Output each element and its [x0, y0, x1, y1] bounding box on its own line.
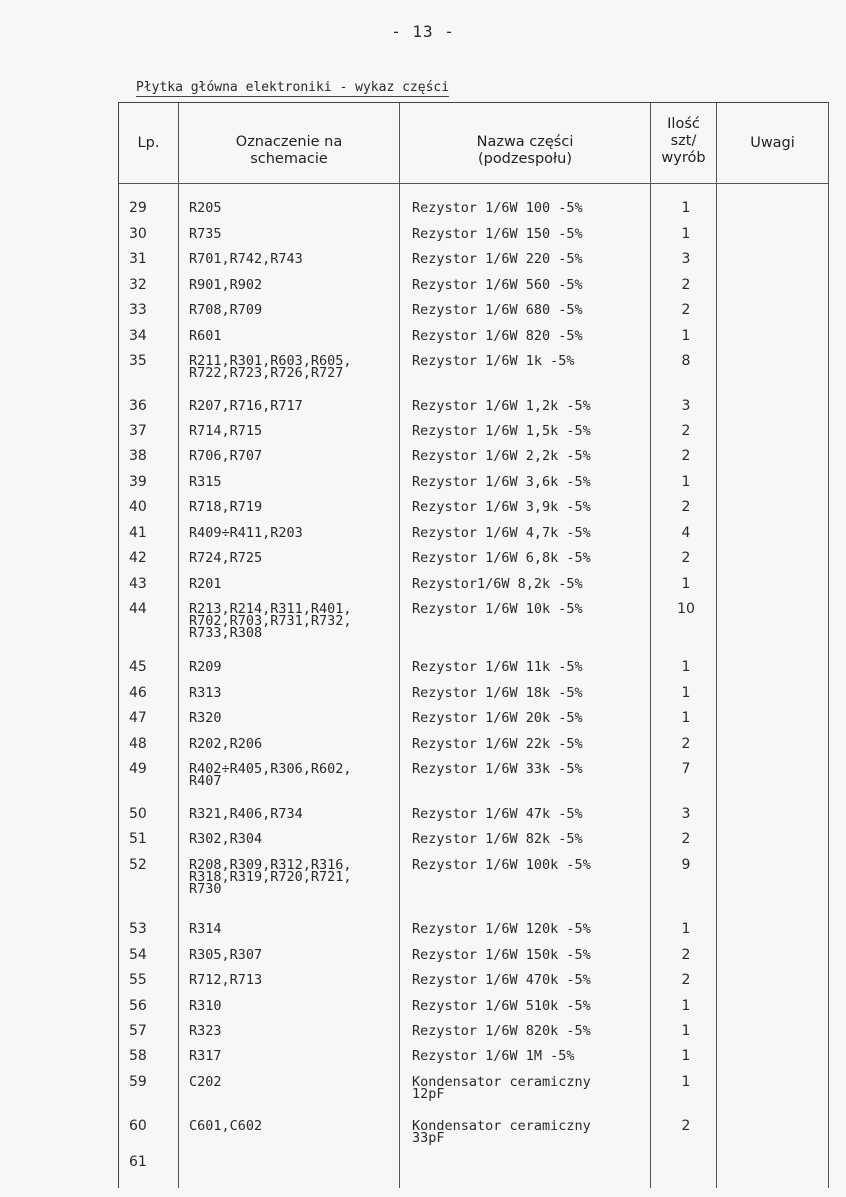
- row-nazwa: Rezystor 1/6W 20k -5%: [412, 710, 583, 726]
- row-lp: 46: [129, 685, 147, 701]
- row-lp: 36: [129, 398, 147, 414]
- row-lp: 58: [129, 1048, 147, 1064]
- row-lp: 50: [129, 806, 147, 822]
- row-nazwa: Rezystor 1/6W 510k -5%: [412, 998, 591, 1014]
- row-ilosc: 2: [681, 972, 691, 988]
- row-ilosc: 2: [681, 302, 691, 318]
- row-lp: 51: [129, 831, 147, 847]
- row-oznaczenie: R402÷R405,R306,R602, R407: [189, 761, 352, 789]
- row-oznaczenie: R201: [189, 576, 222, 592]
- row-oznaczenie: C202: [189, 1074, 222, 1090]
- row-nazwa: Rezystor 1/6W 680 -5%: [412, 302, 583, 318]
- row-ilosc: 2: [681, 1118, 691, 1134]
- row-oznaczenie: R712,R713: [189, 972, 263, 988]
- row-ilosc: 1: [681, 1023, 691, 1039]
- row-ilosc: 1: [681, 921, 691, 937]
- row-nazwa: Rezystor 1/6W 100k -5%: [412, 857, 591, 873]
- row-ilosc: 1: [681, 710, 691, 726]
- header-uwagi: Uwagi: [750, 135, 795, 151]
- row-oznaczenie: R724,R725: [189, 550, 263, 566]
- row-nazwa: Rezystor 1/6W 22k -5%: [412, 736, 583, 752]
- row-ilosc: 2: [681, 277, 691, 293]
- row-oznaczenie: R601: [189, 328, 222, 344]
- row-lp: 47: [129, 710, 147, 726]
- row-ilosc: 1: [681, 328, 691, 344]
- row-nazwa: Rezystor 1/6W 2,2k -5%: [412, 448, 591, 464]
- row-lp: 54: [129, 947, 147, 963]
- header-lp: Lp.: [137, 135, 160, 151]
- row-oznaczenie: R735: [189, 226, 222, 242]
- row-oznaczenie: R305,R307: [189, 947, 263, 963]
- row-nazwa: Rezystor 1/6W 4,7k -5%: [412, 525, 591, 541]
- row-ilosc: 1: [681, 685, 691, 701]
- row-nazwa: Rezystor 1/6W 820 -5%: [412, 328, 583, 344]
- header-nazwa: Nazwa części (podzespołu): [476, 134, 574, 167]
- row-lp: 45: [129, 659, 147, 675]
- row-oznaczenie: R313: [189, 685, 222, 701]
- row-lp: 35: [129, 353, 147, 369]
- row-lp: 32: [129, 277, 147, 293]
- row-lp: 34: [129, 328, 147, 344]
- row-nazwa: Rezystor 1/6W 18k -5%: [412, 685, 583, 701]
- row-ilosc: 3: [681, 806, 691, 822]
- row-nazwa: Rezystor 1/6W 33k -5%: [412, 761, 583, 777]
- row-ilosc: 1: [681, 226, 691, 242]
- row-nazwa: Rezystor 1/6W 220 -5%: [412, 251, 583, 267]
- row-nazwa: Rezystor 1/6W 470k -5%: [412, 972, 591, 988]
- parts-table: [118, 102, 829, 1188]
- row-lp: 60: [129, 1118, 147, 1134]
- row-ilosc: 1: [681, 1048, 691, 1064]
- row-oznaczenie: R409÷R411,R203: [189, 525, 303, 541]
- row-ilosc: 3: [681, 251, 691, 267]
- row-lp: 38: [129, 448, 147, 464]
- row-oznaczenie: R317: [189, 1048, 222, 1064]
- row-lp: 33: [129, 302, 147, 318]
- row-oznaczenie: C601,C602: [189, 1118, 263, 1134]
- row-oznaczenie: R302,R304: [189, 831, 263, 847]
- row-lp: 40: [129, 499, 147, 515]
- row-oznaczenie: R209: [189, 659, 222, 675]
- row-lp: 31: [129, 251, 147, 267]
- row-nazwa: Rezystor 1/6W 3,6k -5%: [412, 474, 591, 490]
- row-ilosc: 2: [681, 550, 691, 566]
- row-nazwa: Rezystor 1/6W 820k -5%: [412, 1023, 591, 1039]
- row-nazwa: Rezystor 1/6W 3,9k -5%: [412, 499, 591, 515]
- row-ilosc: 2: [681, 448, 691, 464]
- row-lp: 55: [129, 972, 147, 988]
- row-nazwa: Kondensator ceramiczny 33pF: [412, 1118, 591, 1146]
- row-oznaczenie: R205: [189, 200, 222, 216]
- row-lp: 59: [129, 1074, 147, 1090]
- row-oznaczenie: R901,R902: [189, 277, 263, 293]
- row-nazwa: Rezystor 1/6W 1,5k -5%: [412, 423, 591, 439]
- row-nazwa: Rezystor1/6W 8,2k -5%: [412, 576, 583, 592]
- row-oznaczenie: R718,R719: [189, 499, 263, 515]
- row-oznaczenie: R314: [189, 921, 222, 937]
- row-ilosc: 10: [677, 601, 695, 617]
- row-lp: 39: [129, 474, 147, 490]
- row-oznaczenie: R208,R309,R312,R316, R318,R319,R720,R721, R730: [189, 857, 352, 897]
- row-ilosc: 2: [681, 499, 691, 515]
- row-lp: 53: [129, 921, 147, 937]
- row-oznaczenie: R706,R707: [189, 448, 263, 464]
- row-nazwa: Rezystor 1/6W 11k -5%: [412, 659, 583, 675]
- row-ilosc: 1: [681, 576, 691, 592]
- row-oznaczenie: R211,R301,R603,R605, R722,R723,R726,R727: [189, 353, 352, 381]
- row-nazwa: Kondensator ceramiczny 12pF: [412, 1074, 591, 1102]
- row-nazwa: Rezystor 1/6W 6,8k -5%: [412, 550, 591, 566]
- row-ilosc: 9: [681, 857, 691, 873]
- document-title: Płytka główna elektroniki - wykaz części: [136, 80, 450, 95]
- row-nazwa: Rezystor 1/6W 1M -5%: [412, 1048, 575, 1064]
- row-ilosc: 4: [681, 525, 691, 541]
- row-nazwa: Rezystor 1/6W 560 -5%: [412, 277, 583, 293]
- row-ilosc: 8: [681, 353, 691, 369]
- page-number: - 13 -: [391, 22, 455, 41]
- row-lp: 61: [129, 1154, 147, 1170]
- row-oznaczenie: R708,R709: [189, 302, 263, 318]
- row-ilosc: 1: [681, 659, 691, 675]
- row-lp: 57: [129, 1023, 147, 1039]
- row-lp: 43: [129, 576, 147, 592]
- header-divider: [119, 183, 829, 184]
- column-divider: [828, 103, 829, 1188]
- row-oznaczenie: R320: [189, 710, 222, 726]
- row-oznaczenie: R321,R406,R734: [189, 806, 303, 822]
- row-oznaczenie: R207,R716,R717: [189, 398, 303, 414]
- row-nazwa: Rezystor 1/6W 150 -5%: [412, 226, 583, 242]
- row-nazwa: Rezystor 1/6W 150k -5%: [412, 947, 591, 963]
- row-ilosc: 2: [681, 423, 691, 439]
- row-lp: 44: [129, 601, 147, 617]
- row-nazwa: Rezystor 1/6W 1,2k -5%: [412, 398, 591, 414]
- row-ilosc: 7: [681, 761, 691, 777]
- row-nazwa: Rezystor 1/6W 120k -5%: [412, 921, 591, 937]
- row-lp: 52: [129, 857, 147, 873]
- row-nazwa: Rezystor 1/6W 1k -5%: [412, 353, 575, 369]
- row-lp: 29: [129, 200, 147, 216]
- row-lp: 41: [129, 525, 147, 541]
- row-ilosc: 3: [681, 398, 691, 414]
- row-nazwa: Rezystor 1/6W 47k -5%: [412, 806, 583, 822]
- row-lp: 56: [129, 998, 147, 1014]
- row-oznaczenie: R714,R715: [189, 423, 263, 439]
- row-oznaczenie: R323: [189, 1023, 222, 1039]
- row-ilosc: 2: [681, 736, 691, 752]
- header-ilosc: Ilość szt/ wyrób: [661, 116, 706, 166]
- row-lp: 48: [129, 736, 147, 752]
- row-ilosc: 2: [681, 831, 691, 847]
- row-oznaczenie: R701,R742,R743: [189, 251, 303, 267]
- row-lp: 49: [129, 761, 147, 777]
- row-ilosc: 1: [681, 1074, 691, 1090]
- row-ilosc: 1: [681, 474, 691, 490]
- row-ilosc: 1: [681, 998, 691, 1014]
- row-nazwa: Rezystor 1/6W 10k -5%: [412, 601, 583, 617]
- row-lp: 42: [129, 550, 147, 566]
- row-ilosc: 2: [681, 947, 691, 963]
- row-ilosc: 1: [681, 200, 691, 216]
- column-divider: [178, 103, 179, 1188]
- row-oznaczenie: R213,R214,R311,R401, R702,R703,R731,R732, R733,R308: [189, 601, 352, 641]
- row-lp: 37: [129, 423, 147, 439]
- row-oznaczenie: R202,R206: [189, 736, 263, 752]
- row-nazwa: Rezystor 1/6W 100 -5%: [412, 200, 583, 216]
- row-lp: 30: [129, 226, 147, 242]
- row-oznaczenie: R315: [189, 474, 222, 490]
- row-nazwa: Rezystor 1/6W 82k -5%: [412, 831, 583, 847]
- header-oznaczenie: Oznaczenie na schemacie: [235, 134, 343, 167]
- row-oznaczenie: R310: [189, 998, 222, 1014]
